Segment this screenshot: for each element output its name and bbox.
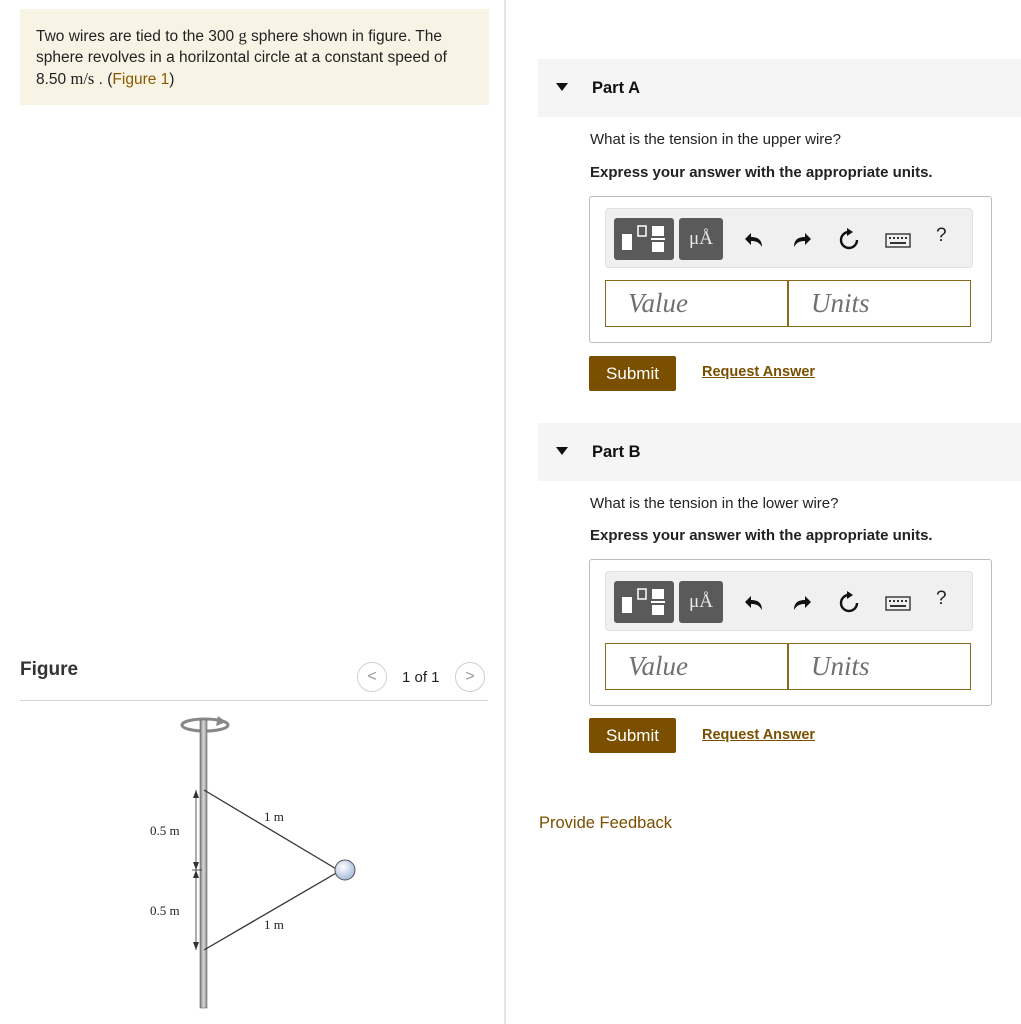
part-b-units-button[interactable]: μÅ [679,581,723,623]
part-a-toolbar [605,208,973,268]
chevron-left-icon: < [367,668,377,685]
unit-grams: g [238,26,247,45]
panel-divider [504,0,506,1024]
part-b-label: Part B [592,443,641,461]
collapse-triangle-icon [556,83,568,91]
reset-icon[interactable] [836,227,862,253]
part-b-request-answer-link[interactable]: Request Answer [702,727,816,743]
figure-prev-button[interactable] [357,662,387,692]
label-upper-wire: 1 m [264,809,284,824]
part-b-templates-button[interactable] [614,581,674,623]
keyboard-icon[interactable] [884,227,912,253]
redo-icon[interactable] [788,227,814,253]
figure-link-close: ) [169,71,175,88]
label-upper-height: 0.5 m [150,823,180,838]
figure-page-count: 1 of 1 [402,669,440,686]
problem-text-3: . [94,71,108,88]
collapse-triangle-icon [556,447,568,455]
chevron-right-icon: > [465,668,475,685]
problem-statement [20,9,489,105]
label-lower-height: 0.5 m [150,903,180,918]
undo-icon[interactable] [742,227,768,253]
part-a-templates-button[interactable] [614,218,674,260]
undo-icon[interactable] [742,590,768,616]
redo-icon[interactable] [788,590,814,616]
part-b-answer-box [589,559,992,706]
lower-wire [204,872,338,950]
keyboard-icon[interactable] [884,590,912,616]
provide-feedback-link[interactable]: Provide Feedback [539,814,672,832]
part-a-instruction: Express your answer with the appropriate units. [590,164,933,181]
problem-text-2: sphere shown in figure. The sphere revolves in a horilzontal circle at a constant speed of 8.50 [36,28,447,88]
figure-next-button[interactable] [455,662,485,692]
physics-figure [140,712,380,1012]
part-b-question: What is the tension in the lower wire? [590,495,839,512]
part-a-question: What is the tension in the upper wire? [590,131,841,148]
figure-link-open: ( [107,71,113,88]
part-a-request-answer-link[interactable]: Request Answer [702,364,816,380]
figure-header [20,655,488,701]
vertical-pole [200,720,207,1008]
figure-link[interactable]: Figure 1 [112,71,170,88]
part-b-instruction: Express your answer with the appropriate units. [590,527,933,544]
templates-icon [614,581,674,623]
sphere [335,860,355,880]
part-b-units-input[interactable]: Units [788,643,971,690]
part-a-help-button[interactable]: ? [936,225,947,246]
part-a-answer-box [589,196,992,343]
part-b-submit-button[interactable]: Submit [589,718,676,753]
templates-icon [614,218,674,260]
part-b-header[interactable] [538,423,1021,481]
figure-title: Figure [20,659,79,680]
upper-wire [204,790,338,870]
part-a-units-button[interactable]: μÅ [679,218,723,260]
part-a-value-input[interactable]: Value [605,280,788,327]
part-a-header[interactable] [538,59,1021,117]
reset-icon[interactable] [836,590,862,616]
part-a-units-input[interactable]: Units [788,280,971,327]
problem-text-1: Two wires are tied to the 300 [36,28,239,45]
part-a-label: Part A [592,79,640,97]
part-a-submit-button[interactable]: Submit [589,356,676,391]
part-b-help-button[interactable]: ? [936,588,947,609]
part-b-value-input[interactable]: Value [605,643,788,690]
unit-speed: m/s [70,69,95,88]
label-lower-wire: 1 m [264,917,284,932]
part-b-toolbar [605,571,973,631]
